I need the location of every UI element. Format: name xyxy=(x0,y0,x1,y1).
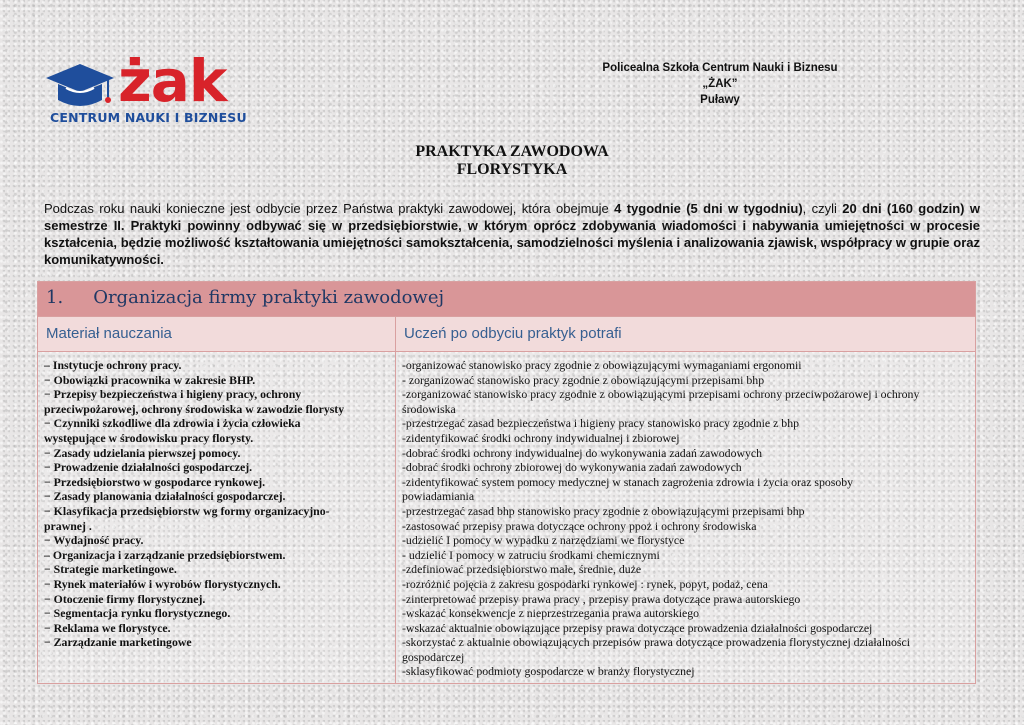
curriculum-table xyxy=(37,281,976,684)
outcome-item: - udzielić I pomocy w zatruciu środkami chemicznymi xyxy=(402,547,660,562)
logo-wordmark: żak xyxy=(118,47,227,115)
material-item: − Obowiązki pracownika w zakresie BHP. xyxy=(44,372,256,387)
material-item: − Strategie marketingowe. xyxy=(44,562,177,577)
outcome-item: -dobrać środki ochrony zbiorowej do wykonywania zadań zawodowych xyxy=(402,460,742,475)
intro-bold-1: 4 tygodnie (5 dni w tygodniu) xyxy=(614,201,803,216)
outcome-item: -przestrzegać zasad bhp stanowisko pracy zgodnie z obowiązującymi przepisami bhp xyxy=(402,503,805,518)
material-item: − Klasyfikacja przedsiębiorstw wg formy organizacyjno- xyxy=(44,503,330,518)
intro-text-2: , czyli xyxy=(802,201,843,216)
intro-paragraph xyxy=(44,200,980,268)
outcome-item: -wskazać konsekwencje z nieprzestrzegania prawa autorskiego xyxy=(402,606,700,621)
outcome-item: gospodarczej xyxy=(402,649,465,664)
outcome-item: środowiska xyxy=(402,401,456,416)
column-header-outcomes: Uczeń po odbyciu praktyk potrafi xyxy=(396,317,976,352)
school-header xyxy=(590,60,850,108)
logo-subtitle: CENTRUM NAUKI I BIZNESU xyxy=(50,110,247,125)
section-header xyxy=(38,282,976,317)
section-title: Organizacja firmy praktyki zawodowej xyxy=(93,287,445,308)
intro-bold-2: 20 dni (160 godzin) w semestrze II. Praktyki powinny odbywać się w przedsiębiorstwie, w którym oprócz zdobywania wiadomości i nabywania umiejętności w procesie kształcenia, będzie możliwość kształtowania umiejętności samokształcenia, samodzielności myślenia i analizowania zjawisk, współpracy w grupie oraz komunikatywności. xyxy=(44,201,980,267)
outcome-item: -udzielić I pomocy w wypadku z narzędziami we florystyce xyxy=(402,533,685,548)
title-line-2: FLORYSTYKA xyxy=(456,161,568,178)
intro-text-1: Podczas roku nauki konieczne jest odbycie przez Państwa praktyki zawodowej, która obejmuje xyxy=(44,201,615,216)
outcome-item: -rozróżnić pojęcia z zakresu gospodarki rynkowej : rynek, popyt, podaż, cena xyxy=(402,576,768,591)
material-item: − Wydajność pracy. xyxy=(44,533,144,548)
school-name: Policealna Szkoła Centrum Nauki i Biznesu „ŻAK” xyxy=(602,62,838,90)
graduation-cap-icon xyxy=(44,62,116,112)
material-item: przeciwpożarowej, ochrony środowiska w zawodzie florysty xyxy=(44,401,345,416)
column-header-materials: Materiał nauczania xyxy=(38,317,396,352)
outcome-item: -przestrzegać zasad bezpieczeństwa i higieny pracy stanowisko pracy zgodnie z bhp xyxy=(402,416,799,431)
material-item: − Zarządzanie marketingowe xyxy=(44,635,192,650)
outcome-item: -zastosować przepisy prawa dotyczące ochrony ppoż i ochrony środowiska xyxy=(402,518,757,533)
material-item: − Prowadzenie działalności gospodarczej. xyxy=(44,460,253,475)
materials-cell xyxy=(38,352,396,684)
material-item: − Czynniki szkodliwe dla zdrowia i życia człowieka xyxy=(44,416,301,431)
outcome-item: -skorzystać z aktualnie obowiązujących przepisów prawa dotyczące prowadzenia florystycznej działalności xyxy=(402,635,911,650)
outcome-item: -dobrać środki ochrony indywidualnej do wykonywania zadań zawodowych xyxy=(402,445,763,460)
outcome-item: powiadamiania xyxy=(402,489,475,504)
outcome-item: -organizować stanowisko pracy zgodnie z obowiązującymi wymaganiami ergonomii xyxy=(402,358,802,372)
material-item: − Rynek materiałów i wyrobów florystycznych. xyxy=(44,576,281,591)
material-item: − Zasady udzielania pierwszej pomocy. xyxy=(44,445,241,460)
material-item: − Przedsiębiorstwo w gospodarce rynkowej. xyxy=(44,474,266,489)
outcome-item: -zidentyfikować środki ochrony indywidualnej i zbiorowej xyxy=(402,430,680,445)
material-item: − Przepisy bezpieczeństwa i higieny pracy, ochrony xyxy=(44,387,302,402)
section-number: 1. xyxy=(46,287,64,308)
logo xyxy=(44,47,247,128)
material-item: − Otoczenie firmy florystycznej. xyxy=(44,591,206,606)
outcomes-cell xyxy=(396,352,976,684)
material-item: − Zasady planowania działalności gospodarczej. xyxy=(44,489,286,504)
outcome-item: -sklasyfikować podmioty gospodarcze w branży florystycznej xyxy=(402,664,695,679)
document-title xyxy=(300,143,724,179)
outcome-item: -zorganizować stanowisko pracy zgodnie z obowiązującymi przepisami ochrony przeciwpożarowej i ochrony xyxy=(402,387,920,402)
material-item: − Reklama we florystyce. xyxy=(44,620,171,635)
material-item: prawnej . xyxy=(44,518,92,533)
outcome-item: -wskazać aktualnie obowiązujące przepisy prawa dotyczące prowadzenia działalności gospodarczej xyxy=(402,620,873,635)
title-line-1: PRAKTYKA ZAWODOWA xyxy=(415,143,609,160)
outcome-item: - zorganizować stanowisko pracy zgodnie z obowiązującymi przepisami bhp xyxy=(402,372,765,387)
material-item: – Instytucje ochrony pracy. xyxy=(44,358,182,372)
school-city: Puławy xyxy=(700,94,740,106)
material-item: występujące w środowisku pracy florysty. xyxy=(44,430,254,445)
material-item: − Segmentacja rynku florystycznego. xyxy=(44,606,231,621)
outcome-item: -zinterpretować przepisy prawa pracy , przepisy prawa dotyczące prawa autorskiego xyxy=(402,591,801,606)
material-item: – Organizacja i zarządzanie przedsiębiorstwem. xyxy=(44,547,286,562)
outcome-item: -zdefiniować przedsiębiorstwo małe, średnie, duże xyxy=(402,562,642,577)
outcome-item: -zidentyfikować system pomocy medycznej w stanach zagrożenia zdrowia i życia oraz sposoby xyxy=(402,474,854,489)
